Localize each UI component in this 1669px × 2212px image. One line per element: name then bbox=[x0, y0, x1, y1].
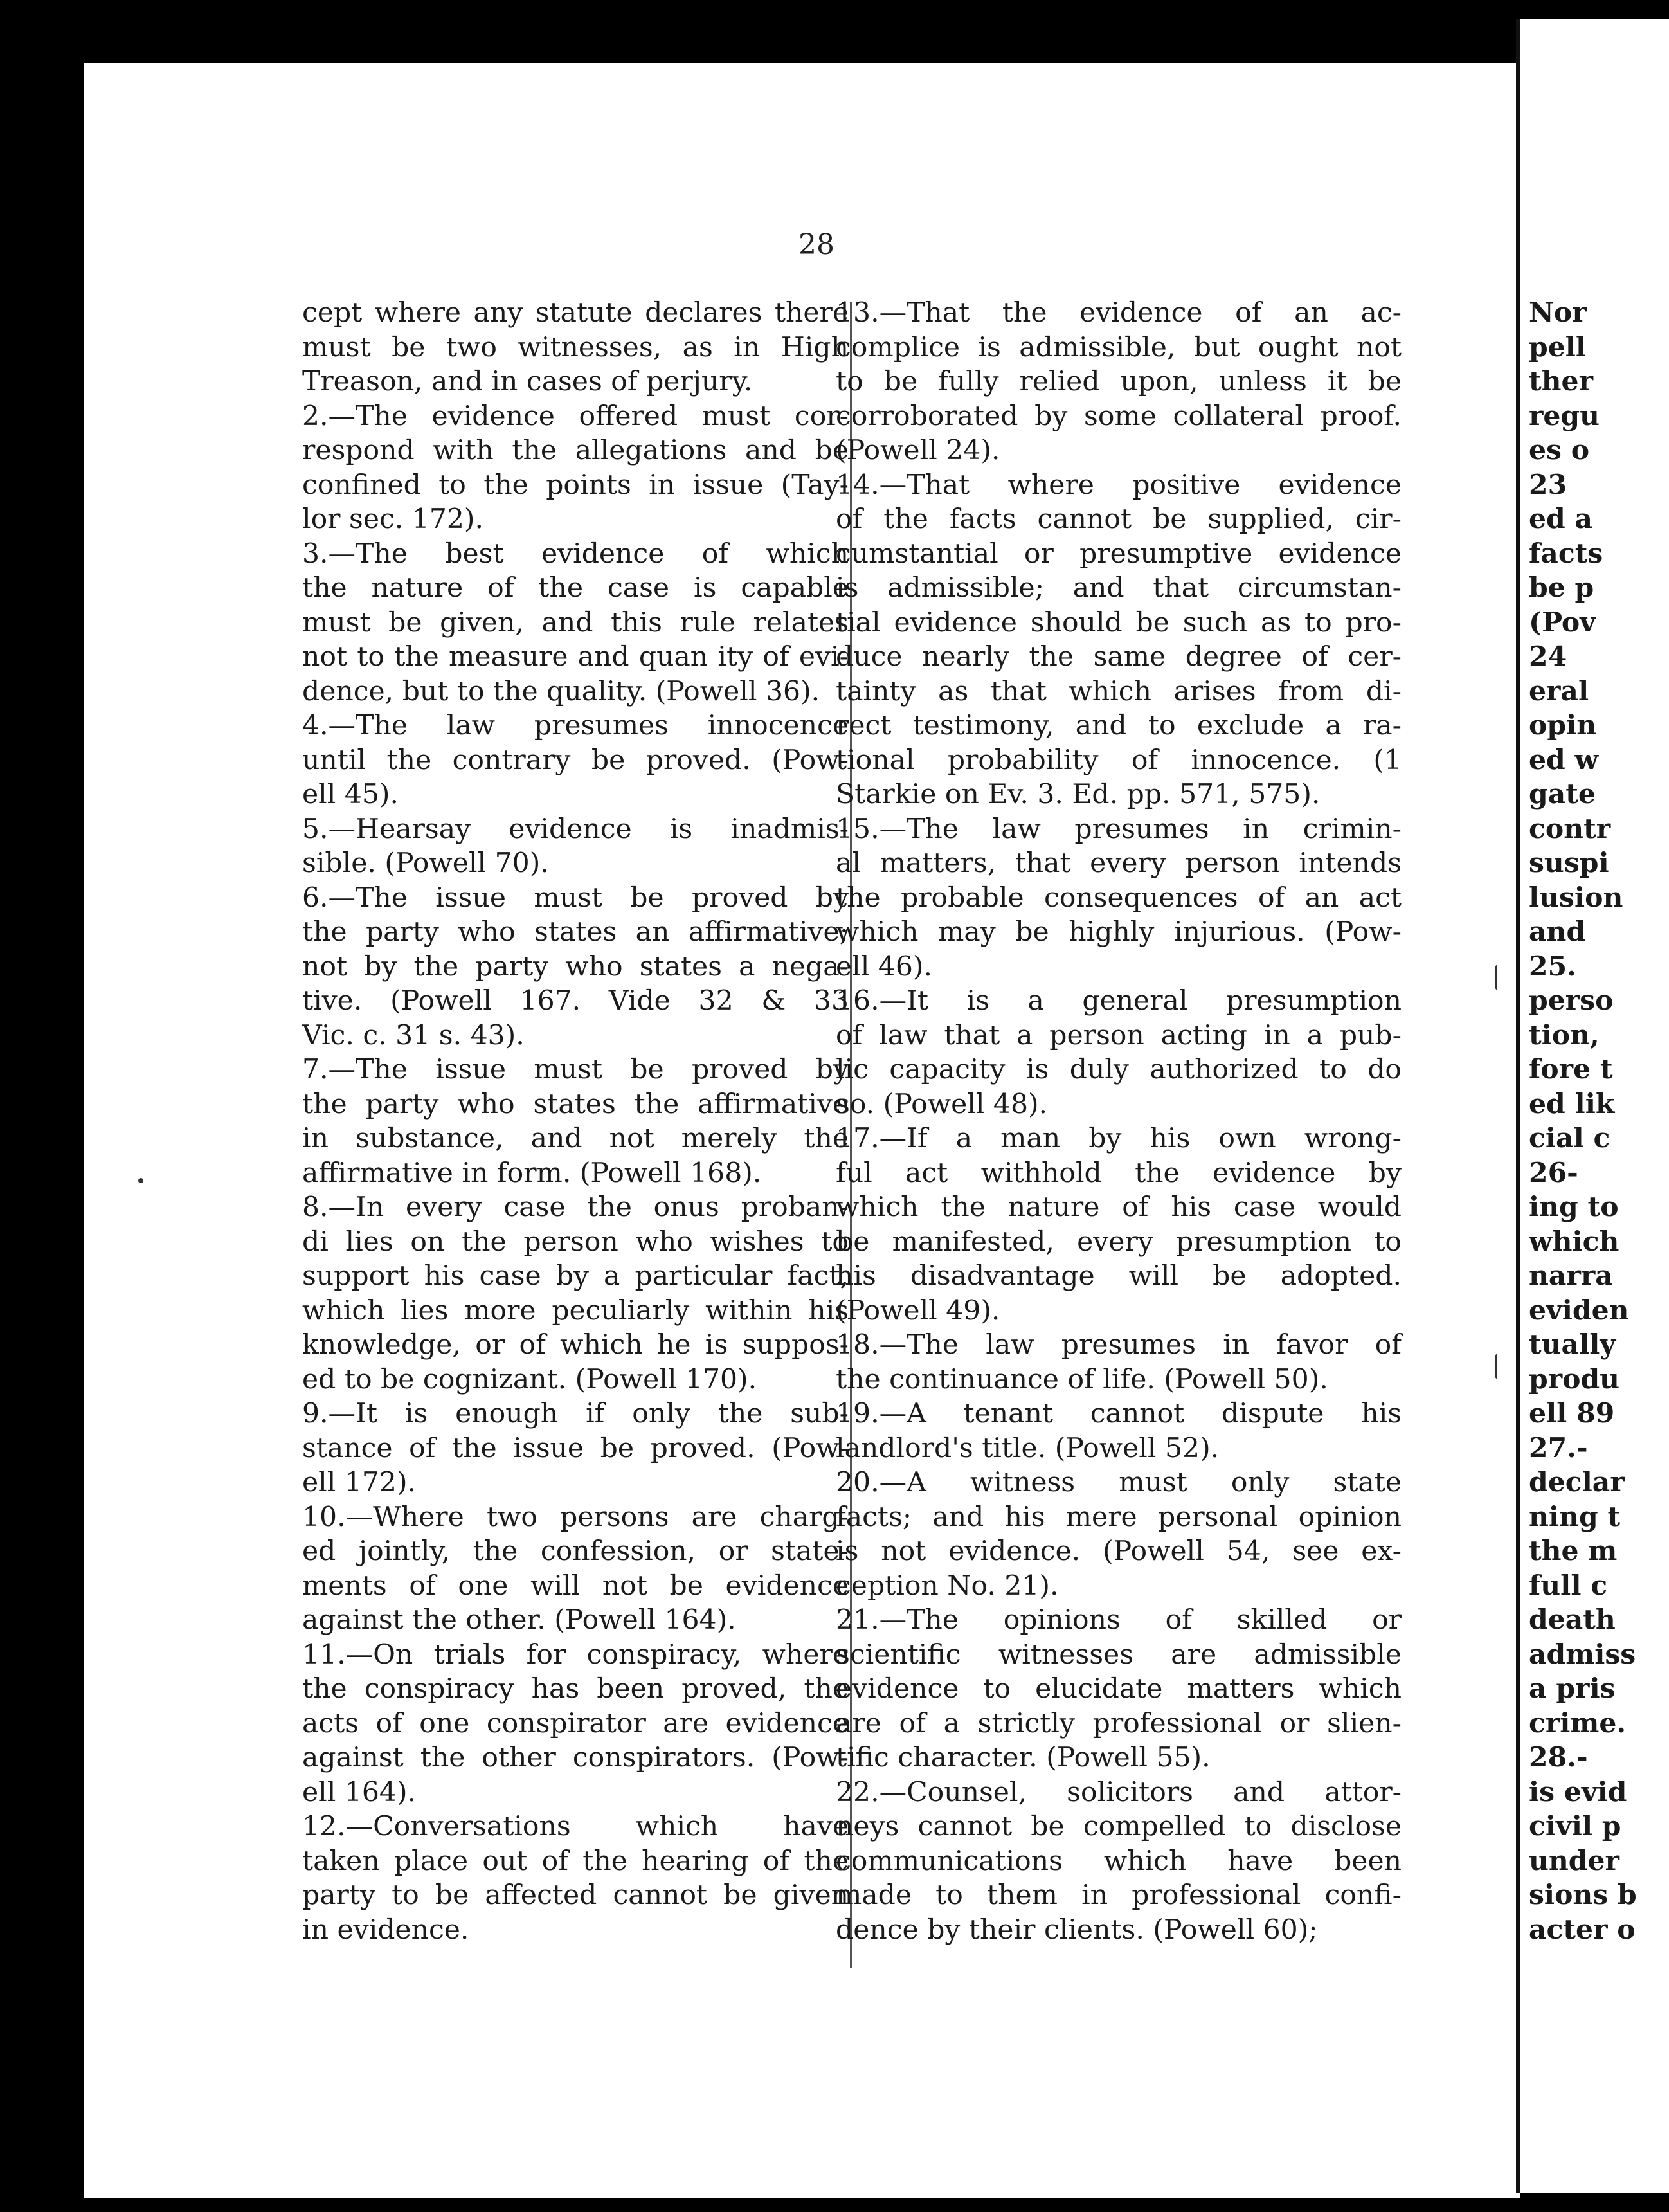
text-line: tive. (Powell 167. Vide 32 & 33 bbox=[302, 985, 849, 1017]
text-fragment: admiss bbox=[1529, 1638, 1636, 1671]
text-line: taken place out of the hearing of the bbox=[302, 1845, 849, 1877]
text-fragment: under bbox=[1529, 1844, 1619, 1877]
text-fragment: which bbox=[1529, 1225, 1619, 1258]
right-page-text-column bbox=[1529, 296, 1669, 1947]
text-line: 11.—On trials for conspiracy, where bbox=[302, 1638, 849, 1671]
text-fragment: facts bbox=[1529, 537, 1603, 570]
text-line: neys cannot be compelled to disclose bbox=[836, 1811, 1402, 1842]
text-line: until the contrary be proved. (Pow- bbox=[302, 744, 849, 776]
text-fragment: tually bbox=[1529, 1328, 1616, 1361]
ink-speck bbox=[138, 1178, 143, 1183]
text-line: 19.—A tenant cannot dispute his bbox=[836, 1398, 1402, 1429]
text-line: is admissible; and that circumstan- bbox=[836, 572, 1402, 604]
text-line: his disadvantage will be adopted. bbox=[836, 1260, 1402, 1292]
text-line: are of a strictly professional or slien- bbox=[836, 1707, 1402, 1739]
text-line: 15.—The law presumes in crimin- bbox=[836, 813, 1402, 845]
text-fragment: gate bbox=[1529, 778, 1596, 810]
text-fragment: is evid bbox=[1529, 1775, 1627, 1808]
text-line: is not evidence. (Powell 54, see ex- bbox=[836, 1536, 1402, 1567]
text-line: 20.—A witness must only state bbox=[836, 1467, 1402, 1498]
middle-text-column bbox=[836, 296, 1402, 1947]
text-fragment: opin bbox=[1529, 709, 1597, 741]
text-line: ell 45). bbox=[302, 779, 399, 810]
text-fragment: crime. bbox=[1529, 1707, 1627, 1739]
text-line: 9.—It is enough if only the sub- bbox=[302, 1398, 849, 1429]
text-line: scientific witnesses are admissible bbox=[836, 1638, 1402, 1671]
text-fragment: 28.- bbox=[1529, 1741, 1588, 1773]
text-line: (Powell 49). bbox=[836, 1294, 1000, 1327]
text-line: ful act withhold the evidence by bbox=[836, 1157, 1402, 1189]
text-line: of the facts cannot be supplied, cir- bbox=[836, 503, 1402, 535]
text-line: acts of one conspirator are evidence bbox=[302, 1707, 849, 1739]
text-line: in substance, and not merely the bbox=[302, 1123, 849, 1154]
text-line: 21.—The opinions of skilled or bbox=[836, 1604, 1402, 1636]
text-fragment: full c bbox=[1529, 1569, 1608, 1602]
text-line: 14.—That where positive evidence bbox=[836, 469, 1402, 501]
text-fragment: declar bbox=[1529, 1466, 1625, 1498]
text-line: must be given, and this rule relates bbox=[302, 606, 849, 639]
text-line: party to be affected cannot be given bbox=[302, 1880, 849, 1911]
text-line: 16.—It is a general presumption bbox=[836, 985, 1402, 1017]
text-line: 3.—The best evidence of which bbox=[302, 538, 849, 570]
text-line: stance of the issue be proved. (Pow- bbox=[302, 1432, 849, 1464]
text-line: Vic. c. 31 s. 43). bbox=[302, 1019, 525, 1051]
text-line: al matters, that every person intends bbox=[836, 848, 1402, 879]
text-fragment: 25. bbox=[1529, 950, 1576, 983]
text-line: which lies more peculiarly within his bbox=[302, 1294, 849, 1327]
text-line: tial evidence should be such as to pro- bbox=[836, 606, 1402, 639]
text-line: ell 46). bbox=[836, 950, 933, 983]
text-line: 17.—If a man by his own wrong- bbox=[836, 1123, 1402, 1154]
text-line: ed jointly, the confession, or state- bbox=[302, 1536, 849, 1567]
text-line: lor sec. 172). bbox=[302, 503, 483, 535]
text-fragment: es o bbox=[1529, 434, 1590, 466]
text-line: 7.—The issue must be proved by bbox=[302, 1054, 849, 1085]
text-line: ell 172). bbox=[302, 1467, 417, 1498]
text-fragment: pell bbox=[1529, 331, 1587, 363]
text-fragment: ning t bbox=[1529, 1500, 1621, 1533]
text-line: the nature of the case is capable bbox=[302, 572, 849, 604]
text-fragment: ing to bbox=[1529, 1191, 1619, 1223]
text-line: tainty as that which arises from di- bbox=[836, 675, 1402, 707]
text-line: di lies on the person who wishes to bbox=[302, 1226, 849, 1258]
text-line: dence by their clients. (Powell 60); bbox=[836, 1914, 1318, 1946]
text-line: the party who states the affirmative bbox=[302, 1088, 849, 1120]
text-line: landlord's title. (Powell 52). bbox=[836, 1432, 1220, 1464]
text-line: ments of one will not be evidence bbox=[302, 1570, 849, 1602]
text-line: the continuance of life. (Powell 50). bbox=[836, 1363, 1328, 1395]
text-line: Starkie on Ev. 3. Ed. pp. 571, 575). bbox=[836, 779, 1321, 810]
text-line: made to them in professional confi- bbox=[836, 1880, 1402, 1911]
text-line: must be two witnesses, as in High bbox=[302, 331, 849, 363]
text-fragment: ed w bbox=[1529, 743, 1599, 776]
text-fragment: 23 bbox=[1529, 468, 1567, 501]
text-fragment: eral bbox=[1529, 675, 1589, 707]
text-fragment: (Pov bbox=[1529, 606, 1596, 639]
text-line: dence, but to the quality. (Powell 36). bbox=[302, 675, 820, 707]
text-line: duce nearly the same degree of cer- bbox=[836, 641, 1402, 673]
text-fragment: fore t bbox=[1529, 1053, 1613, 1085]
text-fragment: eviden bbox=[1529, 1294, 1629, 1327]
text-line: so. (Powell 48). bbox=[836, 1088, 1048, 1120]
text-fragment: produ bbox=[1529, 1363, 1620, 1395]
text-line: cept where any statute declares there bbox=[302, 297, 849, 329]
text-line: 12.—Conversations which have bbox=[302, 1811, 849, 1842]
text-fragment: a pris bbox=[1529, 1673, 1616, 1705]
text-line: the probable consequences of an act bbox=[836, 882, 1402, 914]
page-edge-mark bbox=[1495, 965, 1503, 990]
text-fragment: and bbox=[1529, 916, 1586, 948]
text-fragment: suspi bbox=[1529, 847, 1609, 879]
text-line: not to the measure and quan ity of evi- bbox=[302, 641, 849, 673]
page-edge-mark bbox=[1495, 1354, 1503, 1379]
text-line: support his case by a particular fact, bbox=[302, 1260, 849, 1292]
text-line: cumstantial or presumptive evidence bbox=[836, 538, 1402, 570]
text-line: communications which have been bbox=[836, 1845, 1402, 1877]
text-fragment: ed a bbox=[1529, 503, 1593, 535]
text-line: which the nature of his case would bbox=[836, 1192, 1402, 1223]
text-line: 18.—The law presumes in favor of bbox=[836, 1329, 1402, 1361]
text-fragment: ell 89 bbox=[1529, 1397, 1615, 1429]
text-fragment: sions b bbox=[1529, 1879, 1637, 1911]
text-line: the party who states an affirmative; bbox=[302, 916, 849, 948]
text-fragment: cial c bbox=[1529, 1122, 1610, 1154]
text-line: corroborated by some collateral proof. bbox=[836, 400, 1402, 432]
text-line: lic capacity is duly authorized to do bbox=[836, 1054, 1402, 1085]
text-line: ception No. 21). bbox=[836, 1570, 1059, 1602]
text-line: respond with the allegations and be bbox=[302, 435, 849, 466]
text-fragment: perso bbox=[1529, 984, 1614, 1017]
text-line: complice is admissible, but ought not bbox=[836, 331, 1402, 363]
text-fragment: Nor bbox=[1529, 296, 1587, 329]
text-fragment: regu bbox=[1529, 399, 1600, 432]
text-line: against the other. (Powell 164). bbox=[302, 1604, 736, 1636]
text-fragment: ed lik bbox=[1529, 1087, 1615, 1120]
text-fragment: acter o bbox=[1529, 1913, 1636, 1946]
text-line: against the other conspirators. (Pow- bbox=[302, 1742, 849, 1773]
text-line: 10.—Where two persons are charg- bbox=[302, 1501, 849, 1533]
text-line: 13.—That the evidence of an ac- bbox=[836, 297, 1402, 329]
text-fragment: be p bbox=[1529, 572, 1594, 604]
text-fragment: civil p bbox=[1529, 1810, 1621, 1842]
text-line: confined to the points in issue (Tay- bbox=[302, 469, 849, 501]
text-line: Treason, and in cases of perjury. bbox=[302, 366, 753, 397]
text-line: tional probability of innocence. (1 bbox=[836, 744, 1402, 776]
text-line: ell 164). bbox=[302, 1776, 417, 1808]
text-line: 8.—In every case the onus proban- bbox=[302, 1192, 849, 1223]
text-fragment: tion, bbox=[1529, 1019, 1600, 1051]
text-fragment: lusion bbox=[1529, 881, 1623, 914]
text-line: knowledge, or of which he is suppos- bbox=[302, 1329, 849, 1361]
text-line: 6.—The issue must be proved by bbox=[302, 882, 849, 914]
text-line: 22.—Counsel, solicitors and attor- bbox=[836, 1776, 1402, 1808]
text-fragment: ther bbox=[1529, 365, 1593, 397]
text-line: to be fully relied upon, unless it be bbox=[836, 366, 1402, 397]
text-fragment: 24 bbox=[1529, 640, 1567, 673]
text-line: 2.—The evidence offered must cor- bbox=[302, 400, 849, 432]
text-fragment: the m bbox=[1529, 1535, 1618, 1567]
page-number: 28 bbox=[798, 228, 834, 261]
text-line: tific character. (Powell 55). bbox=[836, 1742, 1211, 1773]
text-line: evidence to elucidate matters which bbox=[836, 1673, 1402, 1705]
text-line: in evidence. bbox=[302, 1914, 469, 1946]
left-text-column bbox=[302, 296, 849, 1947]
text-line: rect testimony, and to exclude a ra- bbox=[836, 710, 1402, 741]
text-line: 4.—The law presumes innocence bbox=[302, 710, 849, 741]
text-line: of law that a person acting in a pub- bbox=[836, 1019, 1402, 1051]
text-fragment: 27.- bbox=[1529, 1431, 1588, 1464]
text-line: which may be highly injurious. (Pow- bbox=[836, 916, 1402, 948]
text-line: facts; and his mere personal opinion bbox=[836, 1501, 1402, 1533]
text-fragment: contr bbox=[1529, 812, 1611, 845]
text-line: (Powell 24). bbox=[836, 435, 1000, 466]
text-line: affirmative in form. (Powell 168). bbox=[302, 1157, 762, 1189]
text-fragment: death bbox=[1529, 1604, 1616, 1636]
text-line: the conspiracy has been proved, the bbox=[302, 1673, 849, 1705]
text-fragment: 26- bbox=[1529, 1156, 1578, 1189]
text-line: not by the party who states a nega- bbox=[302, 950, 849, 983]
text-line: ed to be cognizant. (Powell 170). bbox=[302, 1363, 757, 1395]
text-line: 5.—Hearsay evidence is inadmis- bbox=[302, 813, 849, 845]
text-fragment: narra bbox=[1529, 1260, 1613, 1292]
text-line: be manifested, every presumption to bbox=[836, 1226, 1402, 1258]
text-line: sible. (Powell 70). bbox=[302, 848, 549, 879]
